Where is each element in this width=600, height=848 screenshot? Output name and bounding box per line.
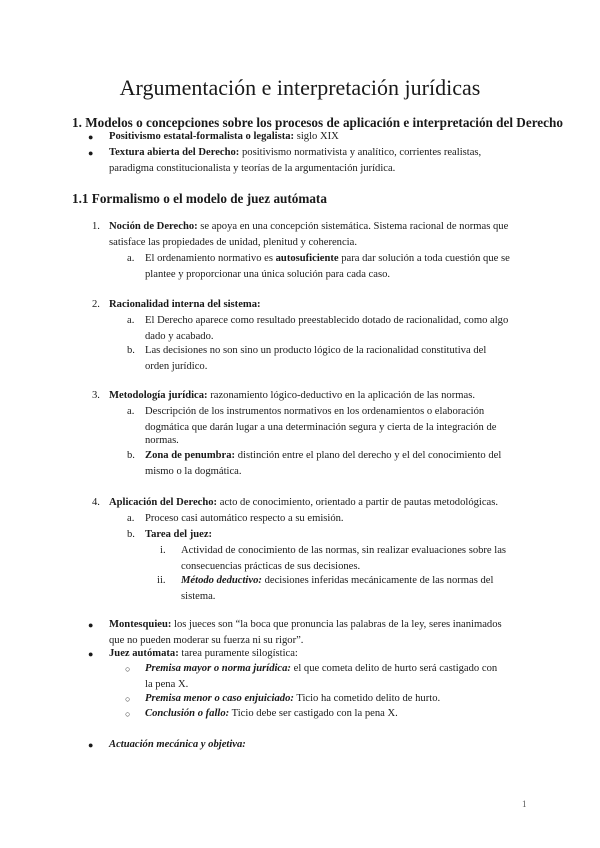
sub-marker: b. <box>127 529 135 540</box>
bullet-icon: ● <box>88 649 94 659</box>
sub-marker: a. <box>127 253 135 264</box>
sub-item: El ordenamiento normativo es autosuficiente para dar solución a toda cuestión que se <box>145 253 510 264</box>
list-item: Actuación mecánica y objetiva: <box>109 739 246 750</box>
list-item: Textura abierta del Derecho: positivismo normativista y analítico, corrientes realistas, <box>109 147 482 158</box>
sub-item-continuation: dado y acabado. <box>145 331 214 342</box>
sub-marker: a. <box>127 406 135 417</box>
section-1-1-heading: 1.1 Formalismo o el modelo de juez autómata <box>72 191 327 206</box>
sub-item-continuation: orden jurídico. <box>145 361 208 372</box>
sub-item-continuation: plantee y proporcionar una única solución para cada caso. <box>145 269 391 280</box>
sub-item: El Derecho aparece como resultado preestablecido dotado de racionalidad, como algo <box>145 315 509 326</box>
list-item: Metodología jurídica: razonamiento lógico-deductivo en la aplicación de las normas. <box>109 390 475 401</box>
list-item-continuation: que no pueden moderar su fuerza ni su rigor”. <box>109 635 304 646</box>
sub-item: Zona de penumbra: distinción entre el plano del derecho y el del conocimiento del <box>145 450 502 461</box>
circle-bullet-icon: ○ <box>125 664 131 674</box>
bullet-icon: ● <box>88 740 94 750</box>
list-item: Aplicación del Derecho: acto de conocimiento, orientado a partir de pautas metodológicas. <box>109 497 499 508</box>
subsub-marker: i. <box>160 545 166 556</box>
sub-item: Conclusión o fallo: Ticio debe ser castigado con la pena X. <box>145 708 398 719</box>
section-1-heading: 1. Modelos o concepciones sobre los procesos de aplicación e interpretación del Derecho <box>72 115 563 130</box>
subsub-item: Actividad de conocimiento de las normas, sin realizar evaluaciones sobre las <box>181 545 507 556</box>
sub-item-continuation: normas. <box>145 435 179 446</box>
sub-marker: a. <box>127 315 135 326</box>
circle-bullet-icon: ○ <box>125 694 131 704</box>
list-item: Racionalidad interna del sistema: <box>109 299 261 310</box>
subsub-marker: ii. <box>157 575 166 586</box>
list-item: Juez autómata: tarea puramente silogística: <box>109 648 298 659</box>
bullet-icon: ● <box>88 620 94 630</box>
sub-item: Proceso casi automático respecto a su emisión. <box>145 513 344 524</box>
sub-item: Las decisiones no son sino un producto lógico de la racionalidad constitutiva del <box>145 345 487 356</box>
bullet-icon: ● <box>88 148 94 158</box>
page-number: 1 <box>522 799 527 809</box>
list-item: Montesquieu: los jueces son “la boca que pronuncia las palabras de la ley, seres inanimados <box>109 619 502 630</box>
list-item: Positivismo estatal-formalista o legalista: siglo XIX <box>109 131 339 142</box>
list-item-continuation: satisface las propiedades de unidad, plenitud y coherencia. <box>109 237 357 248</box>
sub-marker: b. <box>127 345 135 356</box>
list-number: 1. <box>92 221 100 232</box>
subsub-item-continuation: consecuencias prácticas de sus decisiones. <box>181 561 361 572</box>
sub-item: Descripción de los instrumentos normativos en los ordenamientos o elaboración <box>145 406 485 417</box>
subsub-item-continuation: sistema. <box>181 591 216 602</box>
list-number: 4. <box>92 497 100 508</box>
list-item-continuation: paradigma constitucionalista y teorías de la argumentación jurídica. <box>109 163 396 174</box>
list-number: 3. <box>92 390 100 401</box>
sub-item-continuation: dogmática que darán lugar a una determinación segura y cierta de la integración de <box>145 422 497 433</box>
sub-item: Premisa menor o caso enjuiciado: Ticio ha cometido delito de hurto. <box>145 693 441 704</box>
list-number: 2. <box>92 299 100 310</box>
sub-item-continuation: la pena X. <box>145 679 189 690</box>
sub-marker: a. <box>127 513 135 524</box>
sub-item: Tarea del juez: <box>145 529 213 540</box>
circle-bullet-icon: ○ <box>125 709 131 719</box>
subsub-item: Método deductivo: decisiones inferidas mecánicamente de las normas del <box>181 575 494 586</box>
list-item: Noción de Derecho: se apoya en una concepción sistemática. Sistema racional de normas que <box>109 221 509 232</box>
bullet-icon: ● <box>88 132 94 142</box>
document-title: Argumentación e interpretación jurídicas <box>119 75 481 100</box>
sub-item: Premisa mayor o norma jurídica: el que cometa delito de hurto será castigado con <box>145 663 498 674</box>
sub-item-continuation: mismo o la dogmática. <box>145 466 242 477</box>
sub-marker: b. <box>127 450 135 461</box>
